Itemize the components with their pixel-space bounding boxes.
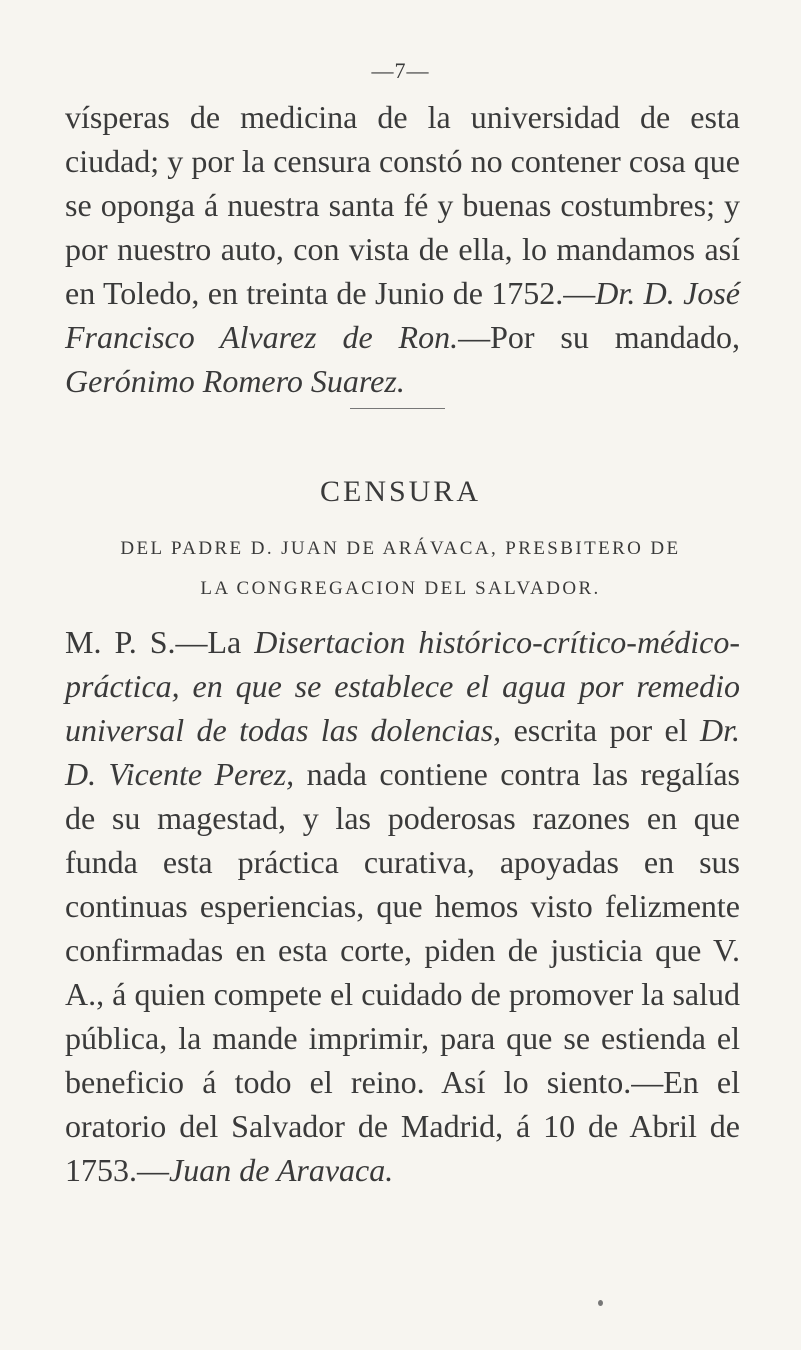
license-text: vísperas de medicina de la universidad de esta ciudad; y por la censura constó no contener cosa que se oponga á nuestra santa fé y buenas costumbres; y por nuestro auto, con vista de ella, lo mandamos así en Toledo, en treinta de Junio de 1752.— xyxy=(65,99,740,311)
work-title: Disertacion histórico-crítico-médico-práctica, en que se establece el agua por remedio universal de todas las dolencias, xyxy=(65,624,741,748)
license-paragraph xyxy=(65,95,740,403)
censura-text-1: escrita por el xyxy=(501,712,700,748)
section-divider xyxy=(350,408,445,409)
censura-text-2: nada contiene contra las regalías de su magestad, y las poderosas razones en que funda esta práctica curativa, apoyadas en sus continuas esperiencias, que hemos visto felizmente confirmadas en esta corte, piden de justicia que V. A., á quien compete el cuidado de promover la salud pública, la mande imprimir, para que se estienda el beneficio á todo el reino. Así lo siento.—En el oratorio del Salvador de Madrid, á 10 de Abril de 1753.— xyxy=(65,756,741,1188)
page-number: —7— xyxy=(371,58,430,83)
signer-romero-suarez: Gerónimo Romero Suarez. xyxy=(65,363,405,399)
license-text-mandate: —Por su mandado, xyxy=(458,319,741,355)
censura-paragraph xyxy=(65,620,740,1192)
censura-opening: M. P. S.—La xyxy=(65,624,255,660)
censura-subheading-line-2: LA CONGREGACION DEL SALVADOR. xyxy=(200,578,601,599)
censura-subheading-line-1: DEL PADRE D. JUAN DE ARÁVACA, PRESBITERO DE xyxy=(120,538,681,559)
work-author: Dr. D. Vicente Perez, xyxy=(65,712,741,792)
print-mark xyxy=(598,1300,603,1306)
censura-heading: CENSURA xyxy=(319,475,482,508)
signer-aravaca: Juan de Aravaca. xyxy=(169,1152,394,1188)
signer-alvarez-de-ron: Dr. D. José Francisco Alvarez de Ron. xyxy=(65,275,741,355)
